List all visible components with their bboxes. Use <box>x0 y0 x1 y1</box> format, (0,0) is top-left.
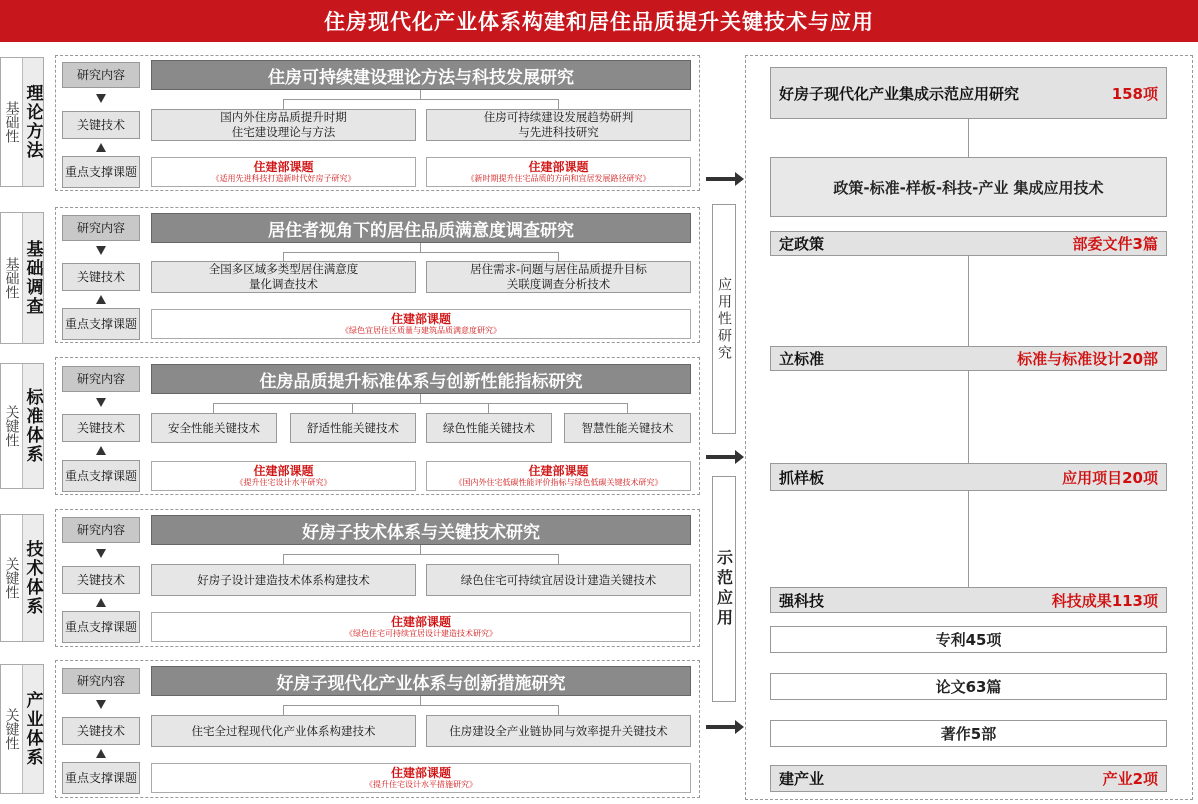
key-tech-label: 关键技术 <box>62 717 140 745</box>
connector-line <box>420 545 421 555</box>
connector-line <box>283 705 284 715</box>
support-label: 重点支撑课题 <box>62 460 140 492</box>
connector-line <box>213 403 214 413</box>
connector-line <box>968 371 969 463</box>
connector-line <box>420 394 421 404</box>
up-arrow-icon <box>96 295 106 304</box>
down-arrow-icon <box>96 246 106 255</box>
demo-research-header <box>770 67 1167 119</box>
category-tech-system <box>0 514 44 642</box>
category-type: 关键性 <box>1 364 23 488</box>
key-tech-label: 关键技术 <box>62 263 140 291</box>
connector-line <box>352 403 353 413</box>
right-arrow-icon <box>706 725 736 729</box>
right-arrow-icon <box>706 455 736 459</box>
topic-subtitle: 《新时期提升住宅品质的方向和宜居发展路径研究》 <box>466 174 651 183</box>
connector-line <box>968 119 969 157</box>
paper-count: 论文63篇 <box>770 673 1167 700</box>
key-tech-item: 绿色性能关键技术 <box>426 413 552 443</box>
connector-line <box>558 705 559 715</box>
up-arrow-icon <box>96 598 106 607</box>
key-tech-item: 住宅全过程现代化产业体系构建技术 <box>151 715 416 747</box>
page-title: 住房现代化产业体系构建和居住品质提升关键技术与应用 <box>0 0 1198 42</box>
category-type: 基础性 <box>1 213 23 343</box>
up-arrow-icon <box>96 749 106 758</box>
support-label: 重点支撑课题 <box>62 156 140 188</box>
row-label: 建产业 <box>779 770 825 788</box>
category-theory <box>0 57 44 187</box>
category-survey <box>0 212 44 344</box>
support-topic <box>151 309 691 339</box>
connector-line <box>283 99 284 109</box>
down-arrow-icon <box>96 398 106 407</box>
support-topic <box>151 157 416 187</box>
down-arrow-icon <box>96 94 106 103</box>
category-standard <box>0 363 44 489</box>
topic-subtitle: 《适用先进科技打造新时代好房子研究》 <box>211 174 356 183</box>
connector-line <box>558 252 559 261</box>
research-label: 研究内容 <box>62 366 140 392</box>
connector-line <box>558 99 559 109</box>
topic-subtitle: 《绿色宜居住区质量与建筑品质满意度研究》 <box>341 326 501 335</box>
right-arrow-icon <box>706 177 736 181</box>
category-name: 理论方法 <box>22 84 43 160</box>
support-topic <box>151 461 416 491</box>
key-tech-label: 关键技术 <box>62 566 140 594</box>
category-name: 标准体系 <box>22 388 43 464</box>
topic-title: 住建部课题 <box>253 160 314 174</box>
connector-line <box>968 491 969 587</box>
support-topic <box>151 612 691 642</box>
key-tech-item: 居住需求-问题与居住品质提升目标 关联度调查分析技术 <box>426 261 691 293</box>
category-name: 产业体系 <box>22 691 43 767</box>
key-tech-item: 安全性能关键技术 <box>151 413 277 443</box>
research-main: 好房子技术体系与关键技术研究 <box>151 515 691 545</box>
down-arrow-icon <box>96 549 106 558</box>
key-tech-item: 国内外住房品质提升时期 住宅建设理论与方法 <box>151 109 416 141</box>
key-tech-item: 绿色住宅可持续宜居设计建造关键技术 <box>426 564 691 596</box>
key-tech-item: 住房建设全产业链协同与效率提升关键技术 <box>426 715 691 747</box>
topic-title: 住建部课题 <box>528 160 589 174</box>
topic-title: 住建部课题 <box>390 766 451 780</box>
key-tech-item: 住房可持续建设发展趋势研判 与先进科技研究 <box>426 109 691 141</box>
topic-title: 住建部课题 <box>528 464 589 478</box>
connector-line <box>283 554 284 564</box>
up-arrow-icon <box>96 446 106 455</box>
row-value: 标准与标准设计20部 <box>1017 350 1158 368</box>
topic-title: 住建部课题 <box>390 615 451 629</box>
row-label: 立标准 <box>779 350 825 368</box>
research-label: 研究内容 <box>62 215 140 241</box>
tech-row <box>770 587 1167 613</box>
integration-box: 政策-标准-样板-科技-产业 集成应用技术 <box>770 157 1167 217</box>
topic-subtitle: 《国内外住宅低碳性能评价指标与绿色低碳关键技术研究》 <box>454 478 663 487</box>
row-label: 抓样板 <box>779 468 825 487</box>
research-label: 研究内容 <box>62 668 140 694</box>
topic-subtitle: 《绿色住宅可持续宜居设计建造技术研究》 <box>345 629 497 638</box>
header-label: 好房子现代化产业集成示范应用研究 <box>779 84 1020 103</box>
up-arrow-icon <box>96 143 106 152</box>
connector-line <box>420 696 421 706</box>
research-main: 住房可持续建设理论方法与科技发展研究 <box>151 60 691 90</box>
book-count: 著作5部 <box>770 720 1167 747</box>
support-topic <box>151 763 691 793</box>
row-value: 应用项目20项 <box>1062 468 1158 487</box>
topic-subtitle: 《提升住宅设计水平措施研究》 <box>365 780 477 789</box>
connector-line <box>420 243 421 253</box>
connector-line <box>627 403 628 413</box>
connector-line <box>420 90 421 100</box>
applied-research-label: 应用性研究 <box>712 204 736 434</box>
connector-line <box>488 403 489 413</box>
header-count: 158项 <box>1111 84 1158 103</box>
topic-title: 住建部课题 <box>253 464 314 478</box>
key-tech-item: 好房子设计建造技术体系构建技术 <box>151 564 416 596</box>
topic-title: 住建部课题 <box>390 312 451 326</box>
connector-line <box>968 256 969 346</box>
key-tech-item: 智慧性能关键技术 <box>564 413 691 443</box>
key-tech-item: 全国多区域多类型居住满意度 量化调查技术 <box>151 261 416 293</box>
standard-row <box>770 346 1167 371</box>
research-label: 研究内容 <box>62 517 140 543</box>
demo-application-label: 示范应用 <box>712 476 736 702</box>
down-arrow-icon <box>96 700 106 709</box>
research-main: 住房品质提升标准体系与创新性能指标研究 <box>151 364 691 394</box>
industry-row <box>770 765 1167 792</box>
row-label: 强科技 <box>779 591 825 610</box>
category-type: 关键性 <box>1 515 23 641</box>
category-type: 基础性 <box>1 58 23 186</box>
category-industry <box>0 664 44 794</box>
category-type: 关键性 <box>1 665 23 793</box>
connector-line <box>558 554 559 564</box>
connector-line <box>283 252 284 261</box>
research-main: 居住者视角下的居住品质满意度调查研究 <box>151 213 691 243</box>
sample-row <box>770 463 1167 491</box>
support-label: 重点支撑课题 <box>62 308 140 340</box>
key-tech-label: 关键技术 <box>62 111 140 139</box>
research-main: 好房子现代化产业体系与创新措施研究 <box>151 666 691 696</box>
patent-count: 专利45项 <box>770 626 1167 653</box>
row-label: 定政策 <box>779 235 825 253</box>
policy-row <box>770 231 1167 256</box>
research-label: 研究内容 <box>62 62 140 88</box>
key-tech-item: 舒适性能关键技术 <box>290 413 416 443</box>
category-name: 基础调查 <box>22 240 43 316</box>
row-value: 科技成果113项 <box>1051 591 1158 610</box>
topic-subtitle: 《提升住宅设计水平研究》 <box>235 478 332 487</box>
row-value: 部委文件3篇 <box>1072 235 1158 253</box>
key-tech-label: 关键技术 <box>62 414 140 442</box>
support-label: 重点支撑课题 <box>62 611 140 643</box>
category-name: 技术体系 <box>22 540 43 616</box>
row-value: 产业2项 <box>1102 770 1158 788</box>
support-topic <box>426 157 691 187</box>
support-label: 重点支撑课题 <box>62 762 140 794</box>
support-topic <box>426 461 691 491</box>
